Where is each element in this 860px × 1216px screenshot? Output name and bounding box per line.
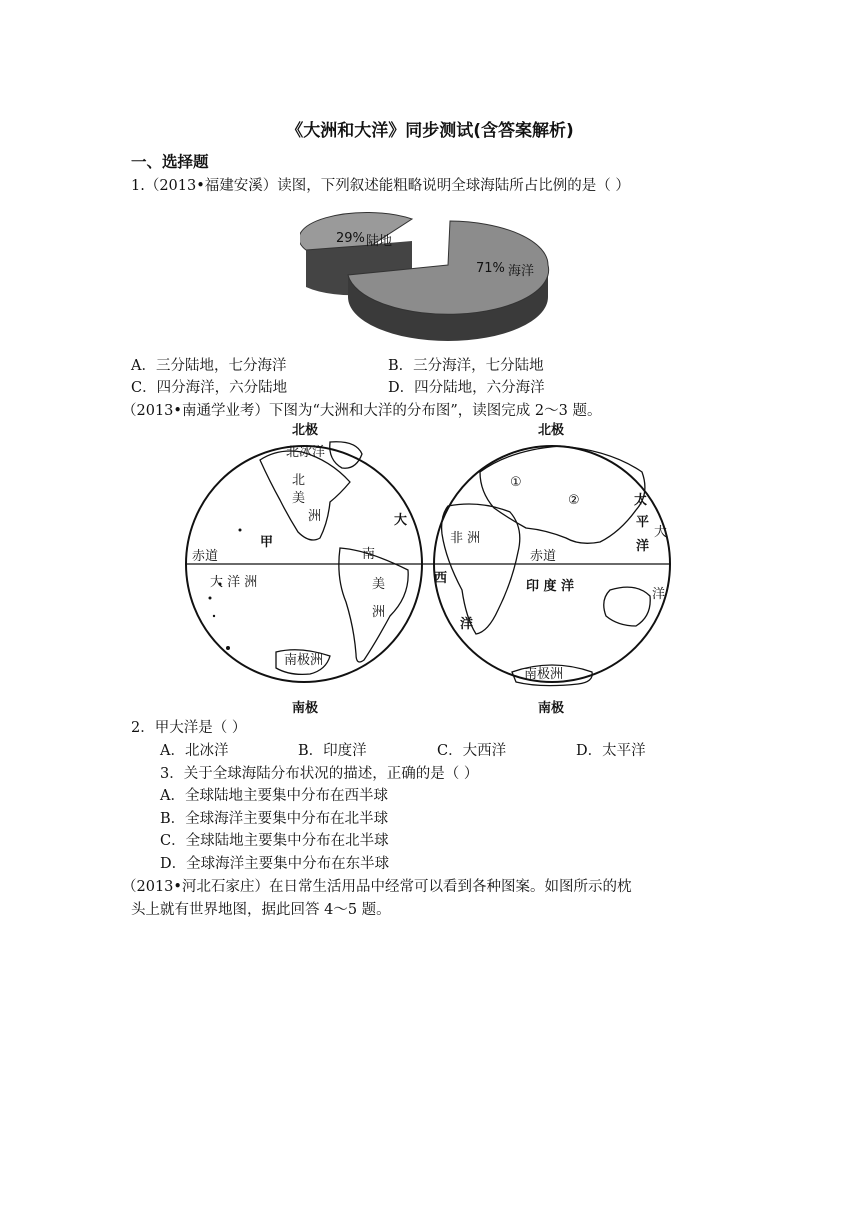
north-pole-label-east: 北极 — [538, 423, 565, 438]
section-heading: 一、选择题 — [131, 153, 209, 171]
north-america-label-1: 北 — [292, 473, 306, 488]
question-1-stem: 1.（2013•福建安溪）读图，下列叙述能粗略说明全球海陆所占比例的是（ ） — [131, 178, 630, 194]
intro-questions-4-5-line-1: （2013•河北石家庄）在日常生活用品中经常可以看到各种图案。如图所示的枕 — [122, 879, 632, 895]
pacific-label-yang: 洋 — [636, 539, 650, 554]
arctic-ocean-label: 北冰洋 — [286, 445, 326, 460]
atlantic-xi-label: 西 — [434, 571, 448, 586]
north-pole-label-west: 北极 — [292, 423, 319, 438]
q2-option-d: D．太平洋 — [576, 743, 646, 759]
q2-option-c: C．大西洋 — [437, 743, 507, 759]
question-3-stem: 3．关于全球海陆分布状况的描述，正确的是（ ） — [160, 766, 479, 782]
q1-option-b: B．三分海洋，七分陆地 — [388, 358, 544, 374]
q1-option-d: D．四分陆地，六分海洋 — [388, 380, 545, 396]
ocean-jia-label: 甲 — [260, 535, 274, 550]
south-pole-label-west: 南极 — [292, 701, 319, 716]
ocean-label: 海洋 — [508, 264, 535, 279]
south-pole-label-east: 南极 — [538, 701, 565, 716]
equator-label-west: 赤道 — [192, 549, 219, 564]
world-hemispheres-map — [180, 420, 680, 716]
land-percent-label: 29% — [336, 231, 365, 246]
intro-questions-2-3: （2013•南通学业考）下图为“大洲和大洋的分布图”，读图完成 2～3 题。 — [122, 403, 602, 419]
south-america-label-nan: 南 — [362, 547, 376, 562]
q3-option-a: A．全球陆地主要集中分布在西半球 — [160, 788, 388, 804]
pacific-label-tai: 太 — [634, 493, 648, 508]
south-america-label-zhou: 洲 — [372, 605, 386, 620]
ocean-percent-label: 71% — [476, 261, 505, 276]
q3-option-c: C．全球陆地主要集中分布在北半球 — [160, 833, 389, 849]
land-ocean-pie-chart — [300, 205, 560, 345]
q3-option-d: D．全球海洋主要集中分布在东半球 — [160, 856, 390, 872]
eurasia-shape — [480, 446, 648, 543]
document-title: 《大洲和大洋》同步测试(含答案解析) — [286, 121, 574, 141]
atlantic-yang-label: 洋 — [460, 617, 474, 632]
africa-shape — [442, 504, 520, 634]
circle-2-label: ② — [568, 493, 580, 508]
oceania-label: 大 洋 洲 — [210, 575, 258, 590]
land-label: 陆地 — [366, 234, 393, 249]
antarctica-label-west: 南极洲 — [284, 653, 324, 668]
q1-option-c: C．四分海洋，六分陆地 — [131, 380, 288, 396]
intro-questions-4-5-line-2: 头上就有世界地图，据此回答 4～5 题。 — [131, 902, 391, 918]
circle-1-label: ① — [510, 475, 522, 490]
north-america-label-2: 美 — [292, 491, 306, 506]
north-america-label-3: 洲 — [308, 509, 322, 524]
africa-label: 非 洲 — [450, 531, 481, 546]
q3-option-b: B．全球海洋主要集中分布在北半球 — [160, 811, 389, 827]
antarctica-label-east: 南极洲 — [524, 667, 564, 682]
south-america-label-mei: 美 — [372, 577, 386, 592]
greenland-shape — [330, 442, 362, 468]
pacific-label-da: 大 — [654, 525, 668, 540]
pacific-label-yang2: 洋 — [652, 587, 666, 602]
q1-option-a: A．三分陆地，七分海洋 — [131, 358, 287, 374]
question-2-stem: 2．甲大洋是（ ） — [131, 720, 247, 736]
equator-label-east: 赤道 — [530, 549, 557, 564]
atlantic-da-label: 大 — [394, 513, 408, 528]
pacific-label-ping: 平 — [636, 515, 650, 530]
australia-shape — [604, 587, 650, 626]
q2-option-b: B．印度洋 — [298, 743, 367, 759]
q2-option-a: A．北冰洋 — [160, 743, 229, 759]
indian-ocean-label: 印 度 洋 — [526, 579, 575, 594]
